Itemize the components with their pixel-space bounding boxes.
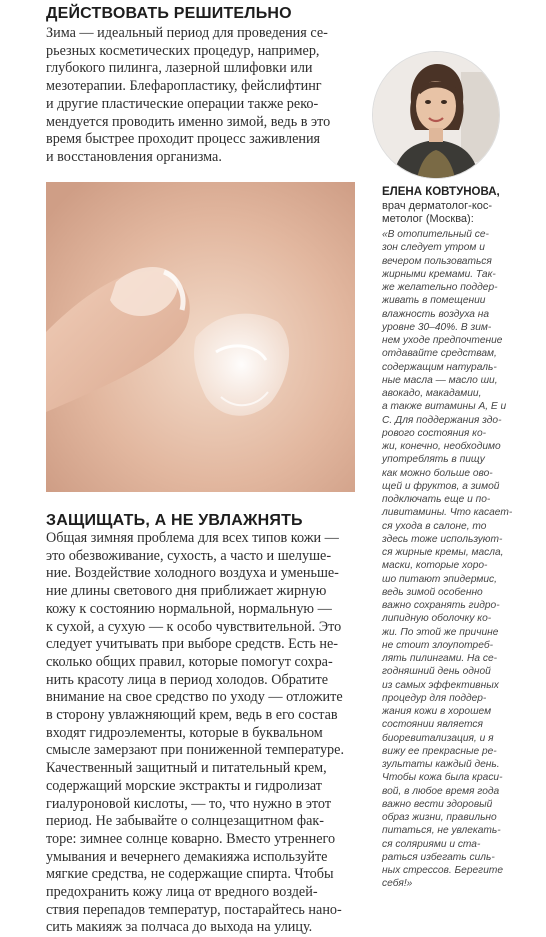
text-line: предохранить кожу лица от вредного воздей- [46,884,318,901]
text-line: период. Не забывайте о солнцезащитном фак- [46,813,325,830]
quote-line: биоревитализация, и я [382,732,494,744]
quote-line: раться избегать силь- [382,851,495,863]
text-line: и восстановления организма. [46,148,222,165]
text-line: ние длины светового дня приближает жирную [46,583,327,600]
text-line: входят гидроэлементы, которые в буквальном [46,724,323,741]
quote-line: Чтобы кожа была краси- [382,772,503,784]
expert-quote [382,228,512,891]
quote-line: жи. По этой же причине [382,626,499,638]
quote-line: маски, которые хоро- [382,560,488,572]
text-line: в сторону увлажняющий крем, ведь в его состав [46,707,338,724]
quote-line: уровне 30–40%. В зим- [382,321,492,333]
text-line: сить макияж за полчаса до выхода на улицу. [46,919,313,936]
expert-role-line: метолог (Москва): [382,213,474,225]
text-line: Качественный защитный и питательный крем, [46,760,327,777]
section-heading-act-decisively: ДЕЙСТВОВАТЬ РЕШИТЕЛЬНО [46,5,292,22]
text-line: Зима — идеальный период для проведения се- [46,25,328,41]
quote-line: щей и фруктов, а зимой [382,480,500,492]
section1-paragraph [46,25,330,167]
quote-line: живать в помещении [382,295,486,307]
text-line: мендуется проводить именно зимой, ведь в это [46,113,331,130]
quote-line: ся ухода в салоне, то [382,520,487,532]
quote-line: зон следует утром и [382,242,485,254]
quote-line: зультаты каждый день. [382,759,500,770]
quote-line: образ жизни, правильно [382,812,497,823]
text-line: гиалуроновой кислоты, — то, что нужно в этот [46,795,332,812]
text-line: внимание на свое средство по уходу — отложите [46,689,343,706]
expert-portrait [373,52,499,178]
section2-paragraph [46,530,344,937]
quote-line: шо питают эпидермис, [382,573,497,585]
quote-line: процедур для поддер- [382,692,487,704]
text-line: Общая зимняя проблема для всех типов кожи — [46,530,339,546]
section-heading-protect-not-moisturize: ЗАЩИЩАТЬ, А НЕ УВЛАЖНЯТЬ [46,512,303,529]
quote-line: ливитамины. Что касает- [382,507,513,519]
text-line: нить красоту лица в период холодов. Обратите [46,671,329,688]
quote-line: жирными кремами. Так- [382,268,496,280]
quote-line: С. Для поддержания здо- [382,414,502,426]
quote-line: ся соляриями и ста- [382,838,481,850]
text-line: глубокого пилинга, лазерной шлифовки или [46,60,313,77]
quote-line: же желательно поддер- [382,282,498,293]
quote-line: авокадо, макадамии, [382,388,482,399]
quote-line: ведь зимой особенно [382,586,483,598]
quote-line: вижу ее прекрасные ре- [382,745,497,757]
quote-line: подключать еще и по- [382,494,491,505]
quote-line: важно вести здоровый [382,798,493,810]
quote-line: годняшний день одной [382,666,491,678]
cream-application-photo [46,182,355,492]
quote-line: содержащим натураль- [382,361,497,373]
quote-line: состоянии является [382,719,483,731]
text-line: сколько общих правил, которые помогут сохра- [46,653,333,670]
quote-line: ных стрессов. Берегите [382,865,504,876]
text-line: к сухой, а сухую — к особо чувствительной. Это [46,618,342,635]
text-line: ствия перепадов температур, постарайтесь нано- [46,901,342,918]
quote-line: ся жирные кремы, масла, [382,547,504,558]
quote-line: вечером пользоваться [382,255,492,267]
text-line: мягкие средства, не содержащие спирта. Чтобы [46,866,334,883]
text-line: содержащий морские экстракты и гидролизат [46,777,322,794]
quote-line: употреблять в пищу [382,454,485,466]
quote-line: из самых эффективных [382,679,499,691]
quote-line: ные масла — масло ши, [382,374,498,386]
quote-line: жи, конечно, необходимо [382,441,501,452]
expert-name: ЕЛЕНА КОВТУНОВА, [382,186,500,198]
quote-line: здесь тоже используют- [382,533,503,545]
text-line: это обезвоживание, сухость, а часто и шелуше- [46,547,332,564]
text-line: торе: зимнее солнце коварно. Вместо утреннего [46,830,336,847]
expert-role-line: врач дерматолог-кос- [382,200,493,212]
text-line: умывания и вечернего демакияжа используйте [46,848,328,865]
quote-line: себя!» [382,878,413,890]
text-line: следует учитывать при выборе средств. Есть не- [46,636,338,653]
quote-line: а также витамины А, Е и [382,401,507,413]
text-line: мезотерапии. Блефаропластику, фейслифтинг [46,78,322,95]
quote-line: как можно больше ово- [382,467,493,479]
quote-line: вой, в любое время года [382,785,500,797]
quote-line: питаться, не увлекать- [382,825,501,837]
quote-line: отдавайте средствам, [382,348,497,360]
quote-line: влажность воздуха на [382,308,490,320]
quote-line: липидную оболочку ко- [382,613,492,625]
portrait-illustration [373,52,499,178]
quote-line: важно сохранять гидро- [382,600,500,611]
text-line: кожу к состоянию нормальной, нормальную — [46,600,332,617]
quote-line: «В отопительный се- [382,229,489,240]
quote-line: рового состояния ко- [382,427,487,439]
text-line: рьезных косметических процедур, например, [46,42,320,59]
text-line: смысле замерзают при пониженной температуре. [46,742,344,759]
quote-line: нем уходе предпочтение [382,335,503,346]
quote-line: не стоит злоупотреб- [382,639,493,651]
finger-cream-illustration [46,182,355,492]
text-line: время быстрее проходит процесс заживления [46,131,321,148]
quote-line: жания кожи в хорошем [382,706,492,717]
text-line: ние. Воздействие холодного воздуха и уменьше- [46,565,339,582]
quote-line: лять пилингами. На се- [382,653,498,664]
text-line: и другие пластические операции также реко- [46,95,319,112]
